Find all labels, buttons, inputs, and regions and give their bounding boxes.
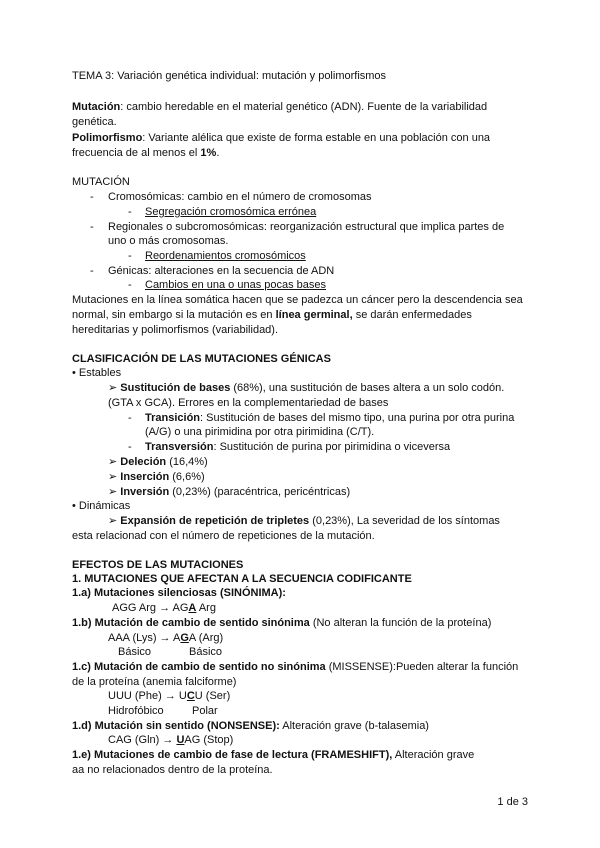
effect-b-label-1: Básico (118, 646, 152, 658)
list-subitem-reordenamientos: Reordenamientos cromosómicos (145, 250, 306, 262)
definition-mutacion-cont: genética. (72, 116, 117, 128)
page-number: 1 de 3 (497, 796, 528, 808)
definition-polimorfismo-cont: frecuencia de al menos el 1%. (72, 147, 220, 159)
effect-c-title: 1.c) Mutación de cambio de sentido no sinónima (MISSENSE):Pueden alterar la función (72, 661, 519, 673)
effect-d-example: CAG (Gln) → UAG (Stop) (108, 734, 234, 746)
subheading-codificante: 1. MUTACIONES QUE AFECTAN A LA SECUENCIA CODIFICANTE (72, 573, 412, 585)
subitem-transicion: Transición: Sustitución de bases del mismo tipo, una purina por otra purina (145, 412, 515, 424)
definition-polimorfismo: Polimorfismo: Variante alélica que existe de forma estable en una población con una (72, 132, 491, 144)
dash-bullet: - (128, 412, 132, 424)
item-delecion: ➢ Deleción (16,4%) (108, 456, 208, 468)
page-title: TEMA 3: Variación genética individual: mutación y polimorfismos (72, 70, 387, 82)
item-expansion-cont: esta relacionad con el número de repeticiones de la mutación. (72, 530, 375, 542)
effect-d-title: 1.d) Mutación sin sentido (NONSENSE): Alteración grave (b-talasemia) (72, 720, 429, 732)
item-sustitucion-cont: (GTA x GCA). Errores en la complementariedad de bases (108, 397, 389, 409)
list-item-regionales-cont: uno o más cromosomas. (108, 235, 229, 247)
arrow-bullet-icon: ➢ (108, 382, 121, 394)
dash-bullet: - (128, 441, 132, 453)
list-item-genicas: Génicas: alteraciones en la secuencia de ADN (108, 265, 335, 277)
category-estables: • Estables (72, 367, 122, 379)
effect-c-title-cont: de la proteína (anemia falciforme) (72, 676, 237, 688)
section-heading-mutacion: MUTACIÓN (72, 176, 130, 188)
arrow-bullet-icon: ➢ (108, 486, 121, 498)
dash-bullet: - (128, 250, 132, 262)
list-subitem-segregacion: Segregación cromosómica errónea (145, 206, 317, 218)
dash-bullet: - (90, 265, 94, 277)
category-dinamicas: • Dinámicas (72, 500, 131, 512)
definition-mutacion: Mutación: cambio heredable en el material genético (ADN). Fuente de la variabilidad (72, 101, 488, 113)
list-item-cromosomicas: Cromosómicas: cambio en el número de cromosomas (108, 191, 372, 203)
item-insercion: ➢ Inserción (6,6%) (108, 471, 205, 483)
section-heading-efectos: EFECTOS DE LAS MUTACIONES (72, 559, 244, 571)
item-sustitucion: ➢ Sustitución de bases (68%), una sustitución de bases altera a un solo codón. (108, 382, 505, 394)
effect-c-label-1: Hidrofóbico (108, 705, 164, 717)
dash-bullet: - (90, 191, 94, 203)
effect-c-example: UUU (Phe) → UCU (Ser) (108, 690, 231, 702)
effect-e-title: 1.e) Mutaciones de cambio de fase de lectura (FRAMESHIFT), Alteración grave (72, 749, 475, 761)
effect-a-example: AGG Arg → AGA Arg (112, 602, 216, 614)
paragraph-somatica-3: hereditarias y polimorfismos (variabilidad). (72, 324, 279, 336)
effect-c-label-2: Polar (192, 705, 218, 717)
list-subitem-cambios: Cambios en una o unas pocas bases (145, 279, 327, 291)
effect-b-example: AAA (Lys) → AGA (Arg) (108, 632, 224, 644)
effect-b-title: 1.b) Mutación de cambio de sentido sinónima (No alteran la función de la proteína) (72, 617, 492, 629)
effect-e-title-cont: aa no relacionados dentro de la proteína. (72, 764, 273, 776)
dash-bullet: - (128, 279, 132, 291)
effect-b-label-2: Básico (189, 646, 223, 658)
subitem-transicion-cont: (A/G) o una pirimidina por otra pirimidina (C/T). (145, 426, 375, 438)
arrow-bullet-icon: ➢ (108, 456, 121, 468)
list-item-regionales: Regionales o subcromosómicas: reorganización estructural que implica partes de (108, 221, 505, 233)
subitem-transversion: Transversión: Sustitución de purina por pirimidina o viceversa (145, 441, 451, 453)
paragraph-somatica-2: normal, sin embargo si la mutación es en línea germinal, se darán enfermedades (72, 309, 472, 321)
item-expansion: ➢ Expansión de repetición de tripletes (0,23%), La severidad de los síntomas (108, 515, 500, 527)
effect-a-title: 1.a) Mutaciones silenciosas (SINÓNIMA): (72, 587, 286, 599)
dash-bullet: - (90, 221, 94, 233)
section-heading-clasificacion: CLASIFICACIÓN DE LAS MUTACIONES GÉNICAS (72, 353, 331, 365)
dash-bullet: - (128, 206, 132, 218)
paragraph-somatica: Mutaciones en la línea somática hacen que se padezca un cáncer pero la descendencia sea (72, 294, 523, 306)
item-inversion: ➢ Inversión (0,23%) (paracéntrica, pericéntricas) (108, 486, 351, 498)
arrow-bullet-icon: ➢ (108, 471, 121, 483)
arrow-bullet-icon: ➢ (108, 515, 121, 527)
